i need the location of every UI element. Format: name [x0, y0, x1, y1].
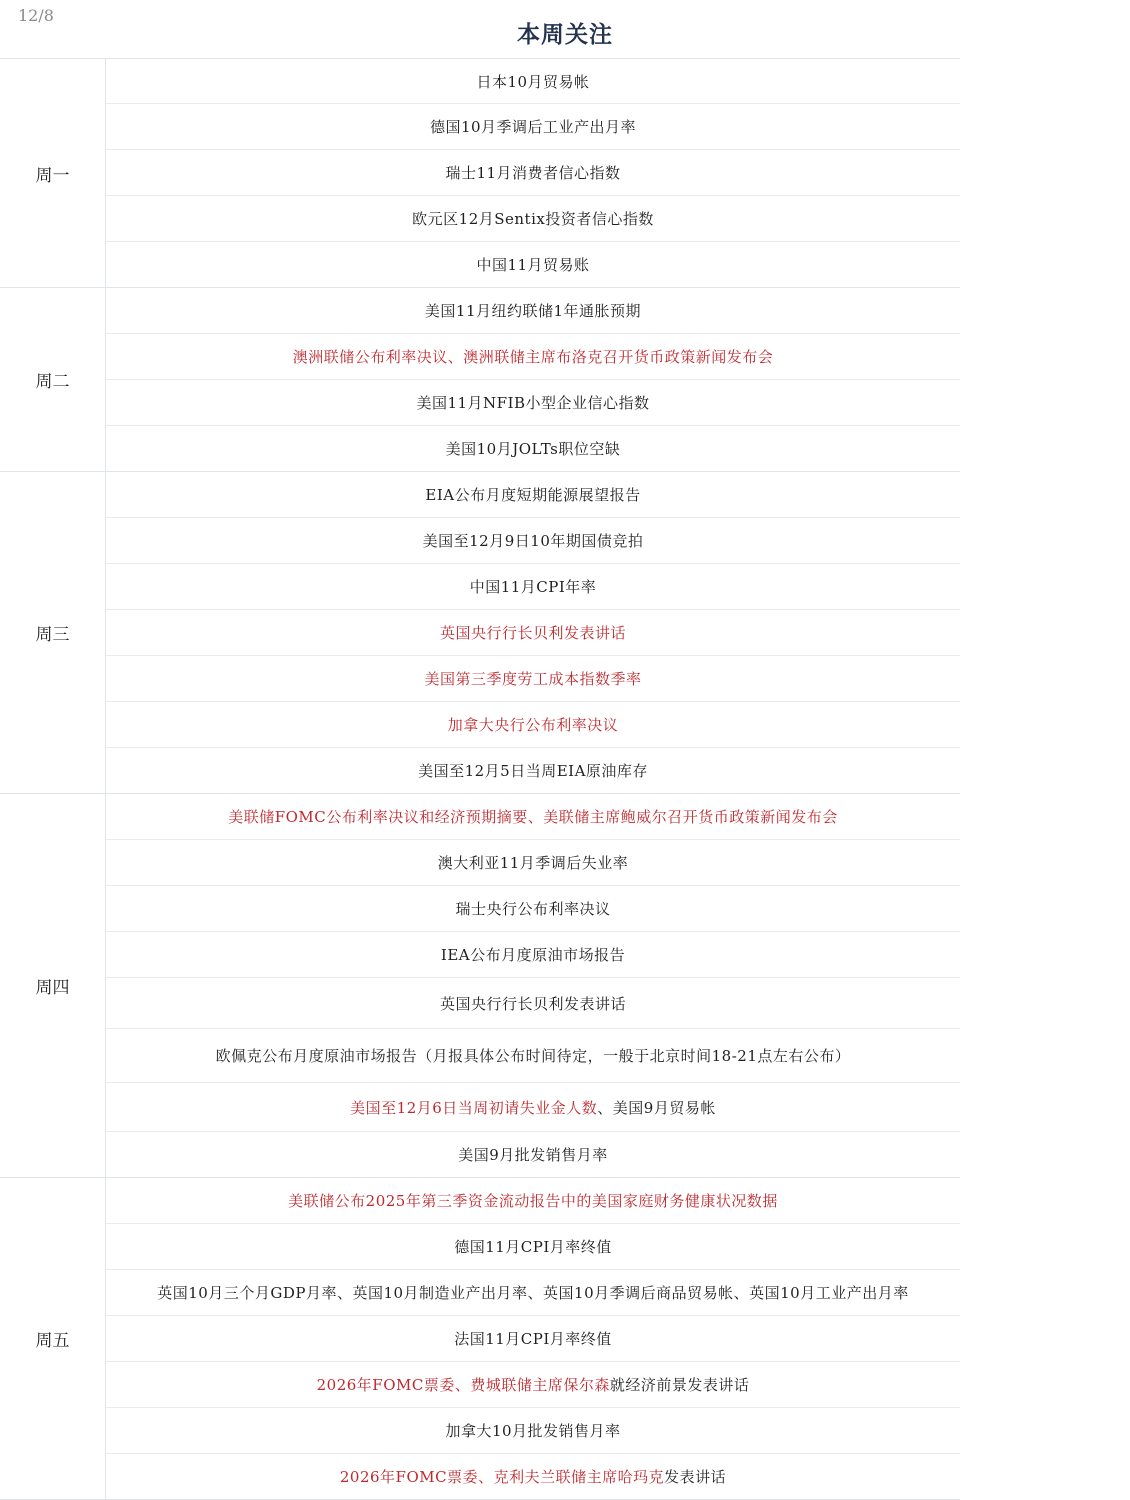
event-row [106, 564, 960, 610]
event-row [106, 886, 960, 932]
event-row [106, 1270, 960, 1316]
event-text: 、美国9月贸易帐 [597, 1098, 716, 1117]
event-row [106, 334, 960, 380]
event-row [106, 1178, 960, 1224]
event-row [106, 656, 960, 702]
day-label: 周四 [0, 794, 106, 1177]
event-row [106, 1454, 960, 1499]
day-group [0, 794, 960, 1178]
highlighted-event-text: 加拿大央行公布利率决议 [447, 716, 619, 734]
event-text: 中国11月CPI年率 [469, 578, 597, 596]
event-text: 美国11月NFIB小型企业信心指数 [416, 394, 650, 412]
event-row [106, 150, 960, 196]
day-group [0, 59, 960, 288]
highlighted-event-text: 2026年FOMC票委、费城联储主席保尔森 [316, 1376, 610, 1394]
event-row [106, 1362, 960, 1408]
highlighted-event-text: 2026年FOMC票委、克利夫兰联储主席哈玛克 [339, 1468, 665, 1486]
event-row [106, 59, 960, 104]
event-row [106, 1029, 960, 1083]
weekly-schedule-table [0, 58, 960, 1500]
event-row [106, 426, 960, 471]
event-row [106, 104, 960, 150]
highlighted-event-text: 澳洲联储公布利率决议、澳洲联储主席布洛克召开货币政策新闻发布会 [292, 348, 774, 366]
event-row [106, 978, 960, 1029]
day-label: 周一 [0, 59, 106, 287]
day-group [0, 472, 960, 794]
event-text: 美国9月批发销售月率 [458, 1146, 608, 1164]
event-row [106, 518, 960, 564]
event-row [106, 288, 960, 334]
event-text: 英国10月三个月GDP月率、英国10月制造业产出月率、英国10月季调后商品贸易帐、英国10月工业产出月率 [157, 1284, 909, 1302]
day-label: 周三 [0, 472, 106, 793]
event-text: 美国11月纽约联储1年通胀预期 [424, 302, 642, 320]
event-text: 加拿大10月批发销售月率 [445, 1422, 621, 1440]
event-text: IEA公布月度原油市场报告 [440, 946, 626, 964]
event-text: 澳大利亚11月季调后失业率 [437, 854, 629, 872]
event-text: 中国11月贸易账 [476, 256, 590, 274]
event-row [106, 1083, 960, 1132]
event-row [106, 1224, 960, 1270]
day-label: 周二 [0, 288, 106, 471]
event-row [106, 196, 960, 242]
event-text: 美国10月JOLTs职位空缺 [445, 440, 621, 458]
event-text: 欧佩克公布月度原油市场报告（月报具体公布时间待定，一般于北京时间18-21点左右公布） [215, 1047, 851, 1065]
highlighted-event-text: 美国至12月6日当周初请失业金人数 [350, 1098, 598, 1117]
event-row [106, 702, 960, 748]
day-label: 周五 [0, 1178, 106, 1499]
event-text: 德国10月季调后工业产出月率 [429, 118, 637, 136]
event-text: 瑞士央行公布利率决议 [455, 900, 611, 918]
event-list [106, 59, 960, 287]
event-row [106, 610, 960, 656]
event-text: 美国至12月5日当周EIA原油库存 [418, 762, 648, 780]
event-row [106, 794, 960, 840]
event-text: 德国11月CPI月率终值 [454, 1238, 612, 1256]
event-row [106, 472, 960, 518]
event-row [106, 840, 960, 886]
event-list [106, 794, 960, 1177]
event-text: 法国11月CPI月率终值 [454, 1330, 612, 1348]
event-text: 日本10月贸易帐 [476, 72, 590, 91]
event-list [106, 472, 960, 793]
event-text: EIA公布月度短期能源展望报告 [425, 486, 641, 504]
event-row [106, 1316, 960, 1362]
highlighted-event-text: 英国央行行长贝利发表讲话 [439, 624, 626, 642]
event-list [106, 1178, 960, 1499]
date-label: 12/8 [18, 6, 54, 25]
event-row [106, 748, 960, 793]
event-text: 瑞士11月消费者信心指数 [445, 164, 621, 182]
event-text: 英国央行行长贝利发表讲话 [439, 994, 626, 1013]
event-row [106, 932, 960, 978]
event-text: 就经济前景发表讲话 [609, 1376, 750, 1394]
event-row [106, 1132, 960, 1177]
event-text: 欧元区12月Sentix投资者信心指数 [412, 210, 654, 228]
highlighted-event-text: 美联储公布2025年第三季资金流动报告中的美国家庭财务健康状况数据 [288, 1192, 778, 1210]
day-group [0, 288, 960, 472]
day-group [0, 1178, 960, 1500]
event-text: 美国至12月9日10年期国债竞拍 [422, 532, 644, 550]
event-list [106, 288, 960, 471]
page-title: 本周关注 [517, 21, 613, 48]
event-row [106, 242, 960, 287]
highlighted-event-text: 美国第三季度劳工成本指数季率 [424, 670, 642, 688]
event-text: 发表讲话 [664, 1468, 727, 1486]
event-row [106, 1408, 960, 1454]
event-row [106, 380, 960, 426]
highlighted-event-text: 美联储FOMC公布利率决议和经济预期摘要、美联储主席鲍威尔召开货币政策新闻发布会 [228, 808, 838, 826]
